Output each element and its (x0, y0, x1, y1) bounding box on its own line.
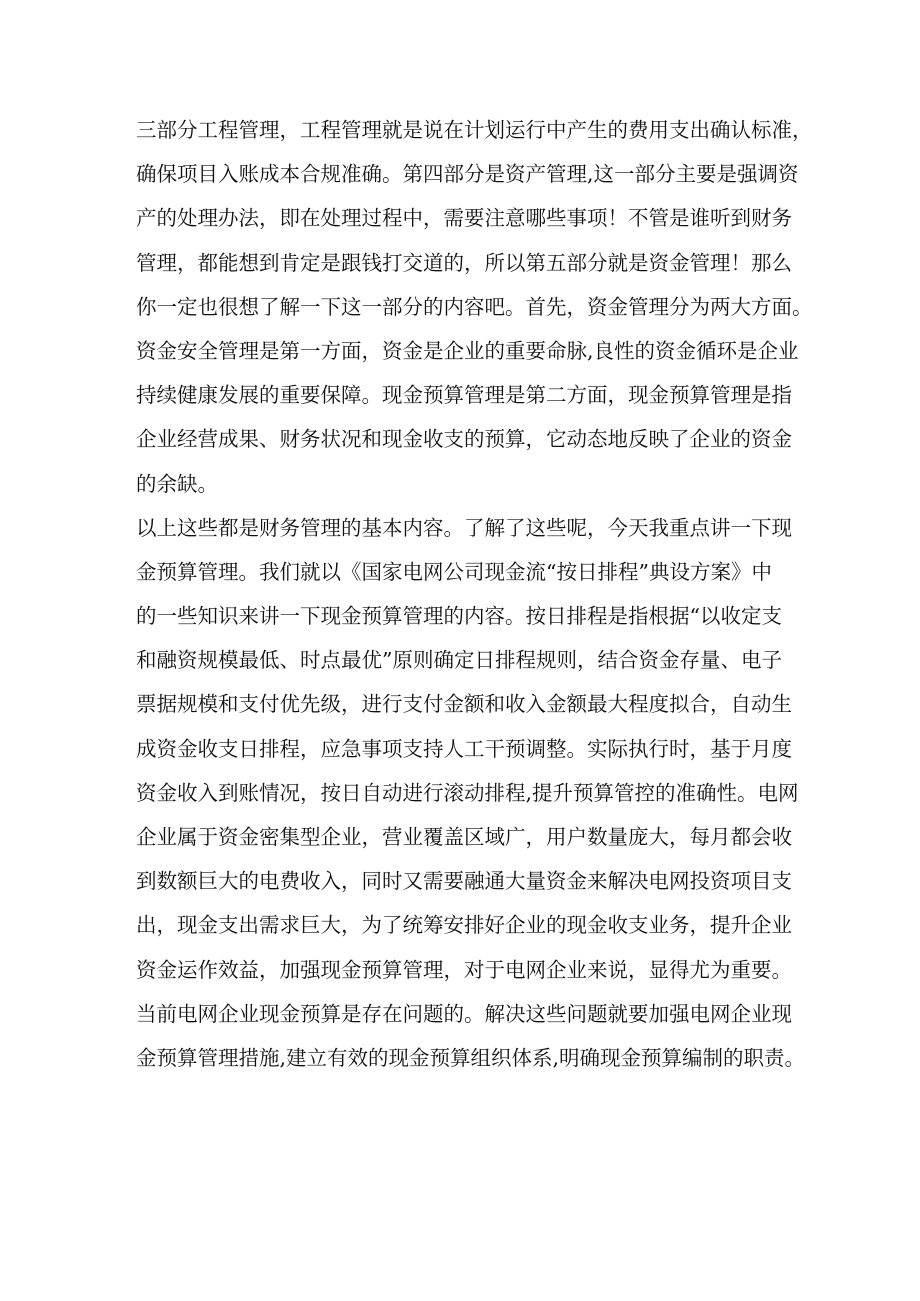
paragraph (136, 506, 799, 992)
text-line: 确保项目入账成本合规准确。第四部分是资产管理,这一部分主要是强调资 (136, 162, 799, 187)
text-line: 产的处理办法，即在处理过程中，需要注意哪些事项！不管是谁听到财务 (136, 206, 792, 231)
text-line: 以上这些都是财务管理的基本内容。了解了这些呢，今天我重点讲一下现 (136, 515, 792, 540)
text-line: 管理，都能想到肯定是跟钱打交道的，所以第五部分就是资金管理！那么 (136, 250, 792, 275)
text-line: 资金安全管理是第一方面，资金是企业的重要命脉,良性的资金循环是企业 (136, 338, 799, 363)
document-body (136, 108, 813, 1080)
text-line: 的余缺。 (136, 471, 218, 496)
text-line: 的一些知识来讲一下现金预算管理的内容。按日排程是指根据“以收定支 (136, 604, 782, 629)
text-line: 成资金收支日排程，应急事项支持人工干预调整。实际执行时，基于月度 (136, 736, 792, 761)
text-line: 企业经营成果、财务状况和现金收支的预算，它动态地反映了企业的资金 (136, 427, 792, 452)
text-line: 票据规模和支付优先级，进行支付金额和收入金额最大程度拟合，自动生 (136, 692, 792, 717)
paragraph (136, 992, 806, 1080)
text-line: 企业属于资金密集型企业，营业覆盖区域广，用户数量庞大，每月都会收 (136, 825, 792, 849)
text-line: 当前电网企业现金预算是存在问题的。解决这些问题就要加强电网企业现 (136, 1001, 792, 1026)
text-line: 和融资规模最低、时点最优”原则确定日排程规则，结合资金存量、电子 (136, 648, 782, 673)
text-line: 金预算管理。我们就以《国家电网公司现金流“按日排程”典设方案》中 (136, 559, 772, 584)
text-line: 出，现金支出需求巨大，为了统筹安排好企业的现金收支业务，提升企业 (136, 913, 792, 938)
text-line: 到数额巨大的电费收入，同时又需要融通大量资金来解决电网投资项目支 (136, 869, 792, 894)
text-line: 持续健康发展的重要保障。现金预算管理是第二方面，现金预算管理是指 (136, 383, 792, 408)
paragraph (136, 108, 813, 506)
text-line: 三部分工程管理，工程管理就是说在计划运行中产生的费用支出确认标准， (136, 118, 813, 142)
text-line: 你一定也很想了解一下这一部分的内容吧。首先，资金管理分为两大方面。 (136, 294, 813, 319)
text-line: 资金运作效益，加强现金预算管理，对于电网企业来说，显得尤为重要。 (136, 957, 792, 982)
text-line: 资金收入到账情况，按日自动进行滚动排程,提升预算管控的准确性。电网 (136, 780, 799, 805)
text-line: 金预算管理措施,建立有效的现金预算组织体系,明确现金预算编制的职责。 (136, 1045, 806, 1070)
